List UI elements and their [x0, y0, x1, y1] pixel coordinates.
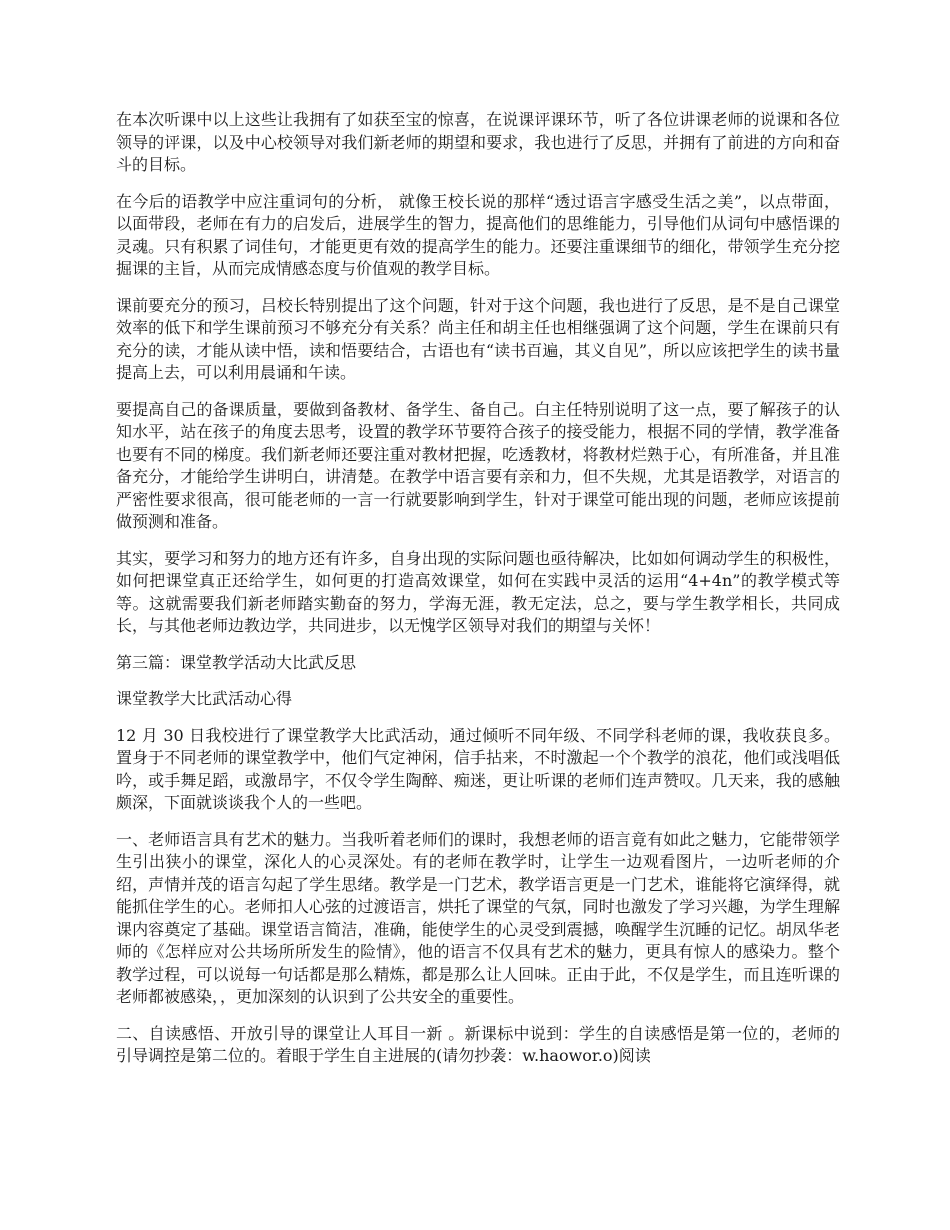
paragraph-6: 12 月 30 日我校进行了课堂教学大比武活动，通过倾听不同年级、不同学科老师的课，我收获良多。置身于不同老师的课堂教学中，他们气定神闲，信手拈来，不时激起一个个教学的浪花，他们或浅唱低吟，或手舞足蹈，或激昂字，不仅令学生陶醉、痴迷，更让听课的老师们连声赞叹。几天来，我的感触颇深，下面就谈谈我个人的一些吧。 — [116, 725, 840, 812]
paragraph-8: 二、自读感悟、开放引导的课堂让人耳目一新 。新课标中说到：学生的自读感悟是第一位的，老师的引导调控是第二位的。着眼于学生自主进展的(请勿抄袭：w.haowor.o)阅读 — [116, 1023, 840, 1065]
section-title: 第三篇：课堂教学活动大比武反思 — [116, 652, 357, 672]
paragraph-7: 一、老师语言具有艺术的魅力。当我听着老师们的课时，我想老师的语言竟有如此之魅力，它能带领学生引出狭小的课堂，深化人的心灵深处。有的老师在教学时，让学生一边观看图片，一边听老师的介绍，声情并茂的语言勾起了学生思绪。教学是一门艺术，教学语言更是一门艺术，谁能将它演绎得，就能抓住学生的心。老师扣人心弦的过渡语言，烘托了课堂的气氛，同时也激发了学习兴趣，为学生理解课内容奠定了基础。课堂语言简洁，准确，能使学生的心灵受到震撼，唤醒学生沉睡的记忆。胡凤华老师的《怎样应对公共场所所发生的险情》，他的语言不仅具有艺术的魅力，更具有惊人的感染力。整个教学过程，可以说每一句话都是那么精炼，都是那么让人回味。正由于此，不仅是学生，而且连听课的老师都被感染，，更加深刻的认识到了公共安全的重要性。 — [116, 829, 840, 1006]
paragraph-5: 其实，要学习和努力的地方还有许多，自身出现的实际问题也亟待解决，比如如何调动学生的积极性，如何把课堂真正还给学生，如何更的打造高效课堂，如何在实践中灵活的运用“4+4n”的教学模式等等。这就需要我们新老师踏实勤奋的努力，学海无涯，教无定法，总之，要与学生教学相长，共同成长，与其他老师边教边学，共同进步，以无愧学区领导对我们的期望与关怀！ — [116, 548, 840, 635]
paragraph-1: 在本次听课中以上这些让我拥有了如获至宝的惊喜，在说课评课环节，听了各位讲课老师的说课和各位领导的评课，以及中心校领导对我们新老师的期望和要求，我也进行了反思，并拥有了前进的方向和奋斗的目标。 — [116, 110, 840, 174]
paragraph-2: 在今后的语教学中应注重词句的分析， 就像王校长说的那样“透过语言字感受生活之美”，以点带面，以面带段，老师在有力的启发后，进展学生的智力，提高他们的思维能力，引导他们从词句中感悟课的灵魂。只有积累了词佳句，才能更更有效的提高学生的能力。还要注重课细节的细化，带领学生充分挖掘课的主旨，从而完成情感态度与价值观的教学目标。 — [116, 191, 840, 278]
section-subtitle: 课堂教学大比武活动心得 — [116, 689, 293, 708]
document-page — [116, 109, 840, 1082]
paragraph-4: 要提高自己的备课质量，要做到备教材、备学生、备自己。白主任特别说明了这一点，要了解孩子的认知水平，站在孩子的角度去思考，设置的教学环节要符合孩子的接受能力，根据不同的学情，教学准备也要有不同的梯度。我们新老师还要注重对教材把握，吃透教材，将教材烂熟于心，有所准备，并且准备充分，才能给学生讲明白，讲清楚。在教学中语言要有亲和力，但不失规，尤其是语教学，对语言的严密性要求很高，很可能老师的一言一行就要影响到学生，针对于课堂可能出现的问题，老师应该提前做预测和准备。 — [116, 399, 840, 531]
paragraph-3: 课前要充分的预习，吕校长特别提出了这个问题，针对于这个问题，我也进行了反思，是不是自己课堂效率的低下和学生课前预习不够充分有关系？尚主任和胡主任也相继强调了这个问题，学生在课前只有充分的读，才能从读中悟，读和悟要结合，古语也有“读书百遍，其义自见”，所以应该把学生的读书量提高上去，可以利用晨诵和午读。 — [116, 295, 840, 382]
